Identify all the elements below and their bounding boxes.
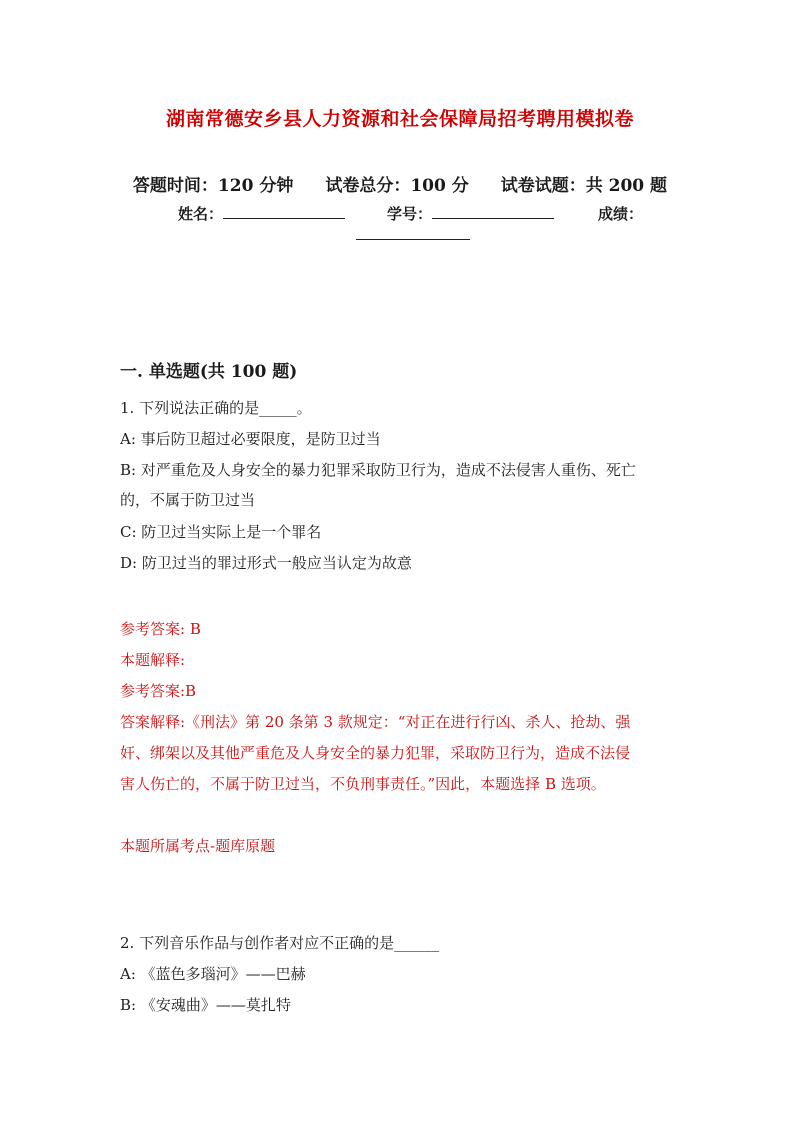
score-label: 成绩： — [598, 205, 644, 223]
question-1-explain-label: 本题解释: — [120, 651, 186, 669]
question-2-stem: 2. 下列音乐作品与创作者对应不正确的是______ — [120, 934, 440, 952]
question-1-answer-2: 参考答案:B — [120, 682, 197, 700]
name-label: 姓名： — [178, 205, 224, 223]
id-label: 学号： — [387, 205, 433, 223]
question-1-option-b-line2: 的，不属于防卫过当 — [120, 491, 256, 509]
exam-question-count: 试卷试题：共 200 题 — [500, 176, 668, 196]
question-1-option-a: A: 事后防卫超过必要限度，是防卫过当 — [120, 430, 381, 448]
section-title: 一. 单选题(共 100 题) — [120, 362, 298, 382]
question-1-stem: 1. 下列说法正确的是_____。 — [120, 399, 312, 417]
question-1-option-c: C: 防卫过当实际上是一个罪名 — [120, 523, 322, 541]
question-2-option-a: A: 《蓝色多瑙河》——巴赫 — [120, 965, 306, 983]
document-title: 湖南常德安乡县人力资源和社会保障局招考聘用模拟卷 — [165, 108, 634, 130]
question-1-explanation-line2: 奸、绑架以及其他严重危及人身安全的暴力犯罪，采取防卫行为，造成不法侵 — [120, 744, 631, 762]
score-field — [598, 203, 643, 224]
exam-total-score: 试卷总分：100 分 — [325, 176, 469, 196]
question-2-option-b: B: 《安魂曲》——莫扎特 — [120, 996, 291, 1014]
exam-time: 答题时间：120 分钟 — [132, 176, 294, 196]
question-1-option-b-line1: B: 对严重危及人身安全的暴力犯罪采取防卫行为，造成不法侵害人重伤、死亡 — [120, 461, 636, 479]
score-blank — [356, 225, 470, 240]
exam-meta — [0, 171, 800, 196]
id-blank — [432, 204, 554, 219]
id-field — [387, 203, 554, 224]
question-1-explanation-line1: 答案解释:《刑法》第 20 条第 3 款规定：“对正在进行行凶、杀人、抢劫、强 — [120, 713, 631, 731]
name-blank — [223, 204, 345, 219]
question-1-answer: 参考答案: B — [120, 620, 201, 638]
name-field — [178, 203, 345, 224]
question-1-explanation-line3: 害人伤亡的，不属于防卫过当，不负刑事责任。”因此，本题选择 B 选项。 — [120, 775, 606, 793]
question-1-source: 本题所属考点-题库原题 — [120, 837, 276, 855]
question-1-option-d: D: 防卫过当的罪过形式一般应当认定为故意 — [120, 554, 412, 572]
